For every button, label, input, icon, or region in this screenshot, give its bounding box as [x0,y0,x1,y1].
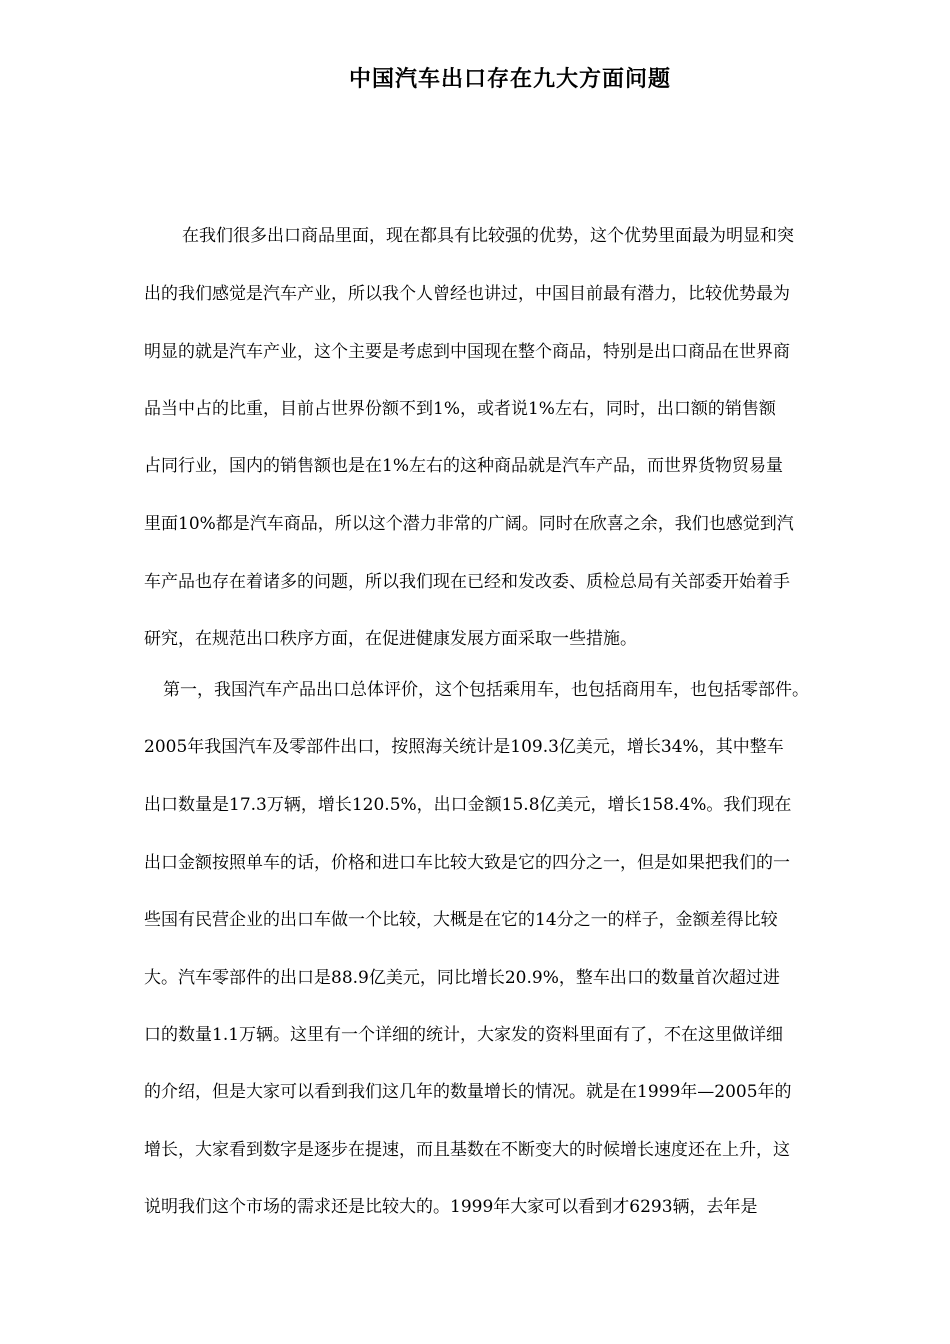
paragraph-line: 车产品也存在着诸多的问题，所以我们现在已经和发改委、质检总局有关部委开始着手 [144,572,790,592]
paragraph-line: 出口金额按照单车的话，价格和进口车比较大致是它的四分之一，但是如果把我们的一 [144,853,790,873]
paragraph-line: 在我们很多出口商品里面，现在都具有比较强的优势，这个优势里面最为明显和突 [182,226,794,246]
paragraph-line: 增长，大家看到数字是逐步在提速，而且基数在不断变大的时候增长速度还在上升，这 [144,1140,790,1160]
paragraph-line: 2005年我国汽车及零部件出口，按照海关统计是109.3亿美元，增长34%，其中整车 [144,737,784,757]
paragraph-line: 第一，我国汽车产品出口总体评价，这个包括乘用车，也包括商用车，也包括零部件。 [163,680,809,700]
document-title: 中国汽车出口存在九大方面问题 [348,66,671,92]
paragraph-line: 口的数量1.1万辆。这里有一个详细的统计，大家发的资料里面有了，不在这里做详细 [144,1025,784,1045]
paragraph-line: 占同行业，国内的销售额也是在1%左右的这种商品就是汽车产品，而世界货物贸易量 [144,456,783,476]
paragraph-line: 的介绍，但是大家可以看到我们这几年的数量增长的情况。就是在1999年—2005年的 [144,1082,792,1102]
paragraph-line: 明显的就是汽车产业，这个主要是考虑到中国现在整个商品，特别是出口商品在世界商 [144,342,790,362]
paragraph-line: 里面10%都是汽车商品，所以这个潜力非常的广阔。同时在欣喜之余，我们也感觉到汽 [144,514,794,534]
paragraph-line: 研究，在规范出口秩序方面，在促进健康发展方面采取一些措施。 [144,629,637,649]
paragraph-line: 大。汽车零部件的出口是88.9亿美元，同比增长20.9%，整车出口的数量首次超过进 [144,968,780,988]
paragraph-line: 品当中占的比重，目前占世界份额不到1%，或者说1%左右，同时，出口额的销售额 [144,399,776,419]
paragraph-line: 说明我们这个市场的需求还是比较大的。1999年大家可以看到才6293辆，去年是 [144,1197,758,1217]
paragraph-line: 出的我们感觉是汽车产业，所以我个人曾经也讲过，中国目前最有潜力，比较优势最为 [144,284,790,304]
paragraph-line: 出口数量是17.3万辆，增长120.5%，出口金额15.8亿美元，增长158.4%。我们现在 [144,795,792,815]
paragraph-line: 些国有民营企业的出口车做一个比较，大概是在它的14分之一的样子，金额差得比较 [144,910,778,930]
